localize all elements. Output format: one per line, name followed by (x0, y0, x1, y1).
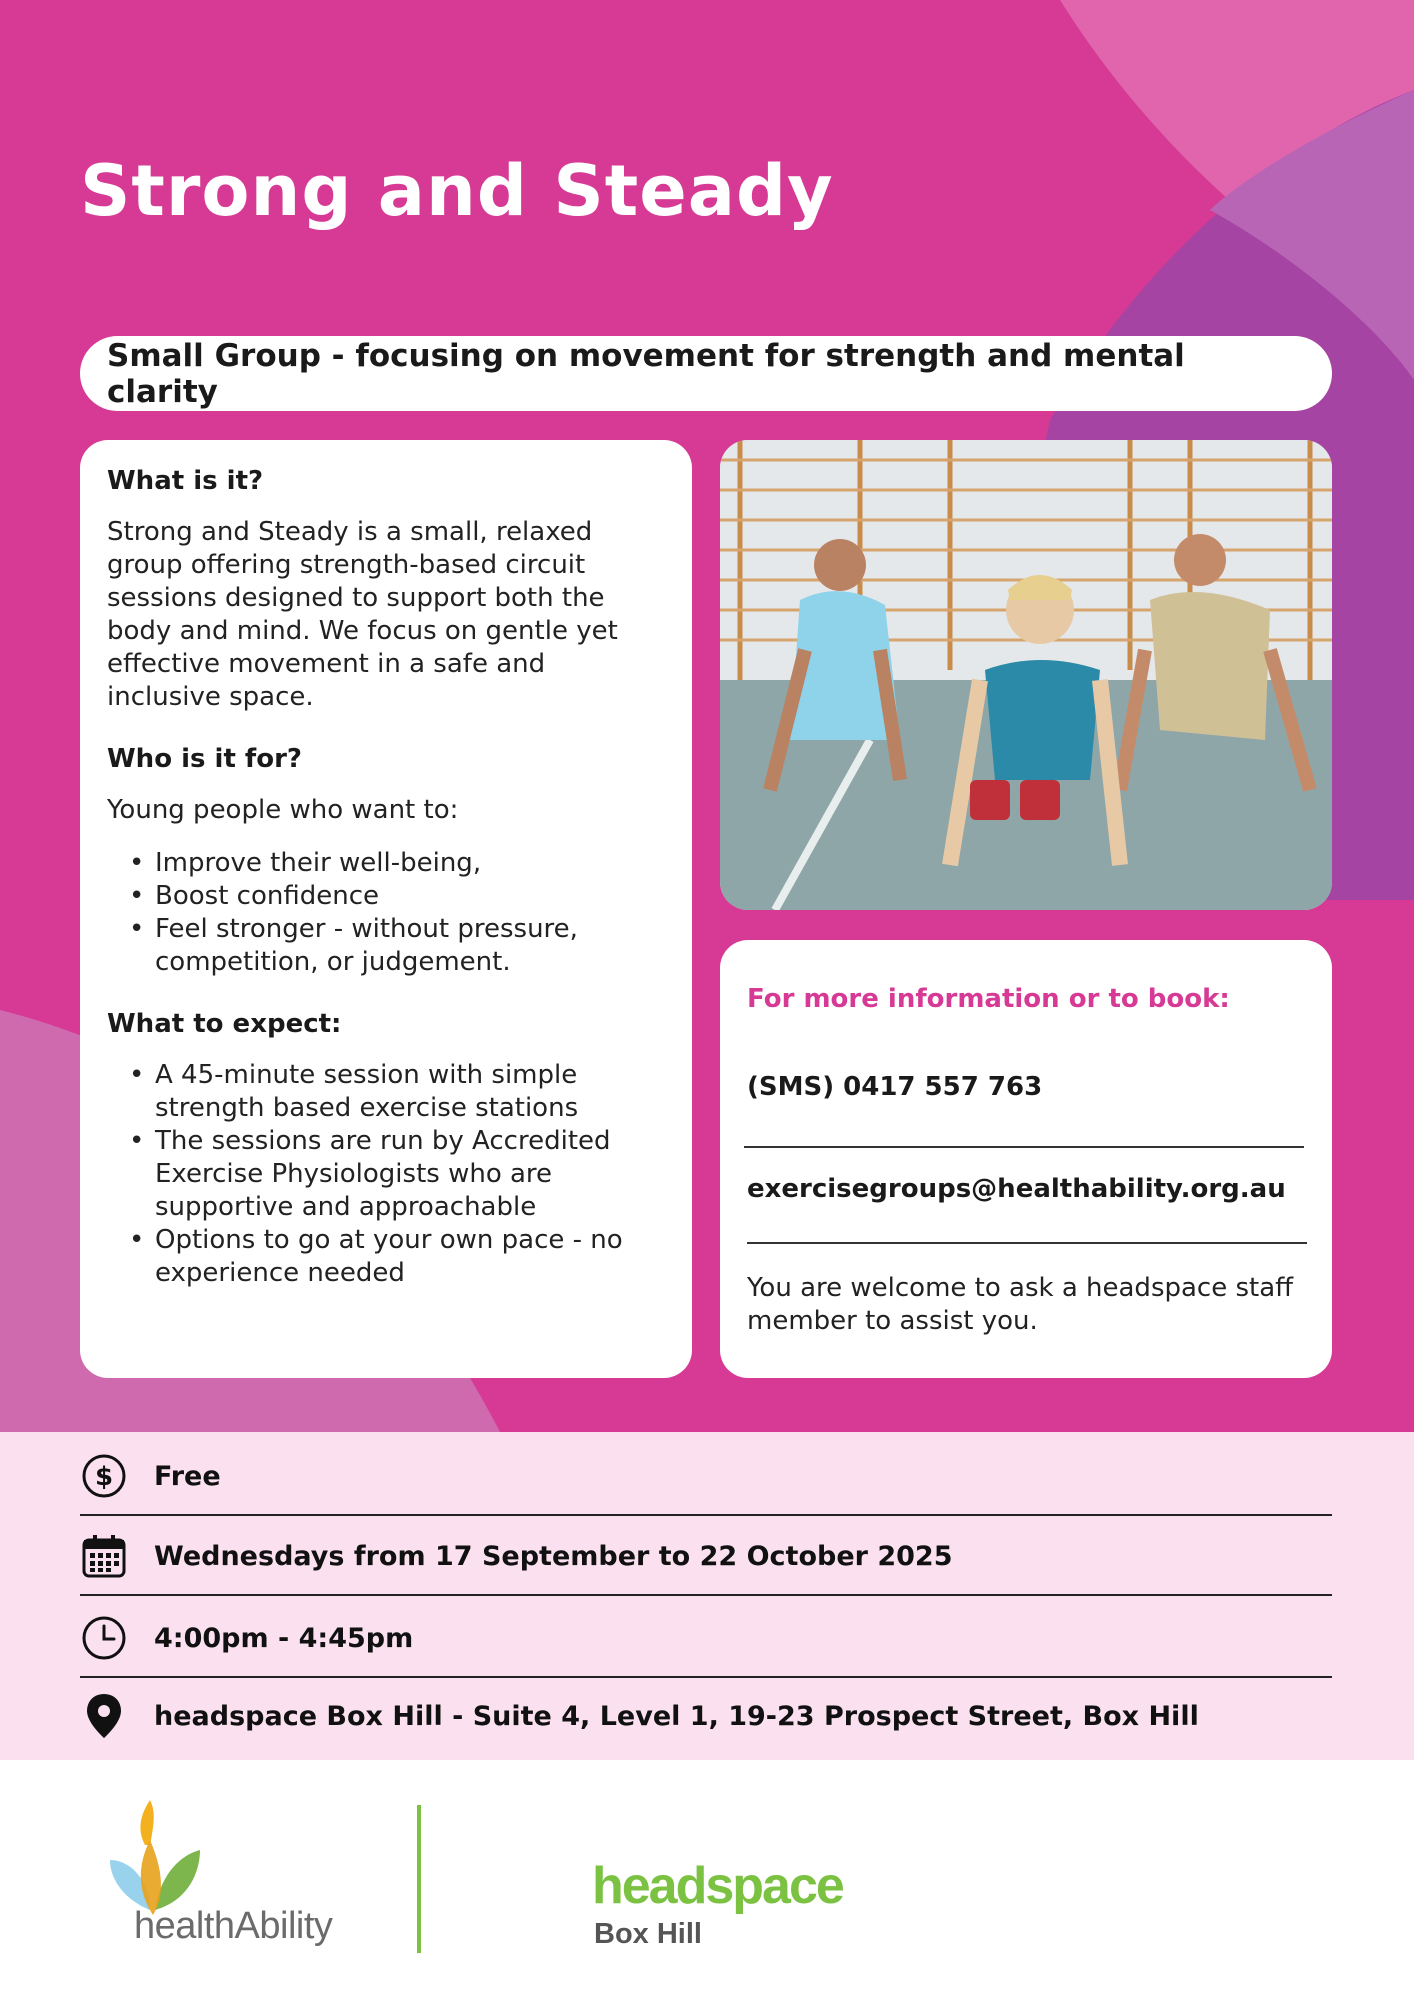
list-item: • Options to go at your own pace - no experience needed (107, 1224, 665, 1290)
list-item: • Feel stronger - without pressure, competition, or judgement. (107, 913, 665, 979)
list-item: • Boost confidence (107, 880, 665, 913)
what-is-it-heading: What is it? (107, 466, 264, 496)
detail-location: headspace Box Hill - Suite 4, Level 1, 19-23 Prospect Street, Box Hill (154, 1700, 1199, 1732)
detail-row-location (80, 1676, 1332, 1756)
booking-email[interactable]: exercisegroups@healthability.org.au (747, 1174, 1286, 1204)
list-item: • A 45-minute session with simple strength based exercise stations (107, 1059, 665, 1125)
who-is-it-for-heading: Who is it for? (107, 744, 303, 774)
clock-icon (80, 1614, 128, 1662)
booking-phone[interactable]: (SMS) 0417 557 763 (747, 1072, 1043, 1102)
details-band (0, 1432, 1414, 1760)
svg-text:$: $ (94, 1462, 114, 1492)
list-item: • The sessions are run by Accredited Exercise Physiologists who are supportive and approachable (107, 1125, 665, 1224)
detail-time: 4:00pm - 4:45pm (154, 1622, 414, 1654)
headspace-wordmark: headspace (592, 1857, 843, 1915)
divider (747, 1242, 1307, 1244)
list-item: • Improve their well-being, (107, 847, 665, 880)
detail-row-time (80, 1598, 1332, 1678)
what-to-expect-list (107, 1059, 665, 1290)
what-to-expect-heading: What to expect: (107, 1009, 342, 1039)
info-card (80, 440, 692, 1378)
divider (744, 1146, 1304, 1148)
detail-row-cost (80, 1436, 1332, 1516)
exercise-photo (720, 440, 1332, 910)
calendar-icon (80, 1532, 128, 1580)
detail-dates: Wednesdays from 17 September to 22 October 2025 (154, 1540, 953, 1572)
booking-note: You are welcome to ask a headspace staff member to assist you. (747, 1273, 1294, 1336)
dollar-icon (80, 1452, 128, 1500)
detail-row-dates (80, 1516, 1332, 1596)
page-title: Strong and Steady (80, 150, 834, 232)
booking-card (720, 940, 1332, 1378)
what-is-it-body: Strong and Steady is a small, relaxed group offering strength-based circuit sessions designed to support both the body and mind. We focus on gentle yet effective movement in a safe and inclusive space. (107, 517, 618, 712)
who-is-it-for-intro: Young people who want to: (107, 795, 459, 825)
divider (80, 1594, 1332, 1596)
footer-divider (417, 1805, 421, 1953)
headspace-location: Box Hill (594, 1918, 702, 1950)
subtitle-text: Small Group - focusing on movement for strength and mental clarity (107, 337, 1185, 410)
who-is-it-for-list (107, 847, 665, 979)
healthability-wordmark: healthAbility (134, 1905, 333, 1947)
detail-cost: Free (154, 1460, 221, 1492)
booking-heading: For more information or to book: (747, 984, 1230, 1014)
subtitle-banner (80, 336, 1332, 411)
map-pin-icon (80, 1692, 128, 1740)
